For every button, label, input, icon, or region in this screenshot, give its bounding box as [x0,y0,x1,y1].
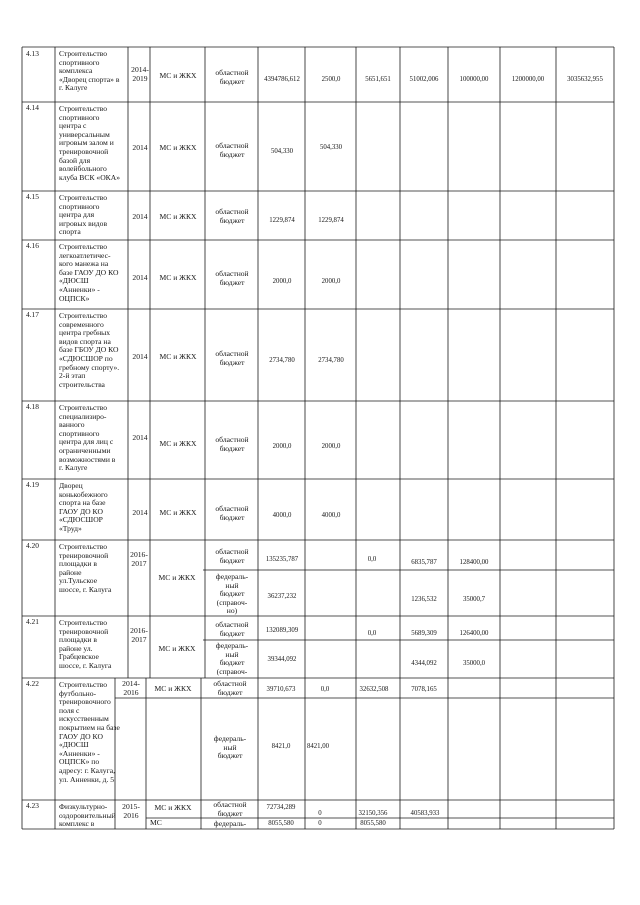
total-value: 2000,0 [272,278,292,285]
row-name: Строительство спортивного центра для игровых видов спорта [59,193,108,237]
row-number: 4.19 [26,480,39,489]
row-number: 4.21 [26,617,39,626]
row-source: областной бюджет [215,269,249,287]
row-period: 2014 [132,352,148,361]
year-2016-value: 1236,532 [411,596,437,603]
row-period: 2016- 2017 [130,550,148,568]
year-2015-value: 32150,356 [358,810,388,817]
total-value: 2734,780 [269,357,295,364]
row-name: Строительство тренировочной площадки в районе ул.Тульское шоссе, г. Калуга [59,542,112,594]
total-value: 4000,0 [272,512,292,519]
row-name: Строительство специализиро- ванного спортивного центра для лиц с ограниченными возможностями в г. Калуге [59,403,116,473]
total-value: 8421,0 [271,743,291,750]
row-number: 4.20 [26,541,39,550]
row-source: областной бюджет [215,620,249,638]
row-number: 4.13 [26,49,39,58]
row-number: 4.17 [26,310,39,319]
year-2017-value: 35000,7 [462,596,486,603]
year-2014-value: 2000,0 [321,443,341,450]
total-value: 2000,0 [272,443,292,450]
row-executor: МС и ЖКХ [159,143,197,152]
row-executor: МС и ЖКХ [159,273,197,282]
row-source: областной бюджет [213,800,247,818]
row-executor: МС и ЖКХ [154,684,192,693]
year-2015-value: 0,0 [367,556,377,563]
row-period: 2014 [132,508,148,517]
row-source: федераль- ный бюджет (справоч- но) [215,572,249,616]
row-source: областной бюджет [215,68,249,86]
year-2015-value: 8055,580 [360,820,386,827]
row-name: Физкультурно- оздоровительный комплекс в [59,802,116,829]
row-name: Строительство легкоатлетичес- кого манежа на базе ГАОУ ДО КО «ДЮСШ «Анненки» - ОЦПСК» [59,242,119,303]
year-2014-value: 2000,0 [321,278,341,285]
row-number: 4.15 [26,192,39,201]
year-2015-value: 0,0 [367,630,377,637]
year-2014-value: 0,0 [320,686,330,693]
row-period: 2014 [132,212,148,221]
year-2018-value: 1200000,00 [511,76,545,83]
row-source: областной бюджет [215,504,249,522]
total-value: 132089,309 [265,627,299,634]
year-2017-value: 35000,0 [462,660,486,667]
row-number: 4.22 [26,679,39,688]
year-2014-value: 2500,0 [321,76,341,83]
row-executor: МС и ЖКХ [154,803,192,812]
row-source: областной бюджет [215,435,249,453]
row-period: 2016- 2017 [130,626,148,644]
row-name: Строительство спортивного центра с универсальным игровым залом и тренировочной базой для волейбольного клуба ВСК «ОКА» [59,104,121,182]
year-2019-value: 3035632,955 [567,76,603,83]
row-executor: МС [150,818,162,827]
row-source: федераль- ный бюджет [213,734,247,761]
row-name: Дворец конькобежного спорта на базе ГАОУ ДО КО «СДЮСШОР «Труд» [59,481,108,533]
total-value: 72734,289 [266,804,296,811]
row-source: областной бюджет [215,547,249,565]
year-2014-value: 0 [318,810,322,817]
row-number: 4.18 [26,402,39,411]
row-period: 2014 [132,273,148,282]
row-source: областной бюджет [213,679,247,697]
year-2014-value: 0 [318,820,322,827]
year-2016-value: 4344,092 [411,660,437,667]
row-executor: МС и ЖКХ [158,573,196,582]
row-source: федераль- ный бюджет (справоч- [215,641,249,676]
total-value: 4394786,612 [264,76,300,83]
year-2016-value: 7078,165 [411,686,437,693]
row-executor: МС и ЖКХ [159,212,197,221]
row-name: Строительство спортивного комплекса «Дворец спорта» в г. Калуге [59,49,120,93]
year-2016-value: 6835,787 [411,559,437,566]
row-number: 4.23 [26,801,39,810]
row-executor: МС и ЖКХ [159,439,197,448]
row-number: 4.16 [26,241,39,250]
row-period: 2014 [132,143,148,152]
row-period: 2014- 2016 [122,679,140,697]
year-2016-value: 40583,933 [410,810,440,817]
row-name: Строительство тренировочной площадки в районе ул. Грабцевское шоссе, г. Калуга [59,618,112,670]
year-2015-value: 5651,651 [365,76,391,83]
total-value: 8055,580 [268,820,294,827]
row-period: 2014- 2019 [131,65,149,83]
row-source: областной бюджет [215,349,249,367]
total-value: 36237,232 [267,593,297,600]
total-value: 39710,673 [266,686,296,693]
total-value: 39344,092 [267,656,297,663]
total-value: 1229,874 [269,217,295,224]
row-executor: МС и ЖКХ [159,352,197,361]
row-name: Строительство современного центра гребных видов спорта на базе ГБОУ ДО КО «СДЮСШОР по гребному спорту». 2-й этап строительства [59,311,120,389]
row-period: 2014 [132,433,148,442]
row-number: 4.14 [26,103,39,112]
row-source: федераль- [213,819,247,828]
year-2016-value: 5689,309 [411,630,437,637]
year-2014-value: 1229,874 [318,217,344,224]
year-2014-value: 8421,00 [306,743,330,750]
year-2014-value: 2734,780 [318,357,344,364]
year-2014-value: 504,330 [319,144,343,151]
year-2016-value: 51002,006 [409,76,439,83]
row-executor: МС и ЖКХ [159,508,197,517]
year-2014-value: 4000,0 [321,512,341,519]
row-source: областной бюджет [215,207,249,225]
row-name: Строительство футбольно- тренировочного поля с искусственным покрытием на базе ГАОУ ДО КО «ДЮСШ «Анненки» - ОЦПСК» по адресу: г. Калуга, ул. Анненки, д. 5 [59,680,120,784]
total-value: 135235,787 [265,556,299,563]
row-executor: МС и ЖКХ [158,644,196,653]
year-2017-value: 100000,00 [459,76,489,83]
year-2017-value: 126400,00 [459,630,489,637]
total-value: 504,330 [270,148,294,155]
row-source: областной бюджет [215,141,249,159]
year-2017-value: 128400,00 [459,559,489,566]
row-period: 2015- 2016 [122,802,140,820]
row-executor: МС и ЖКХ [159,71,197,80]
year-2015-value: 32632,508 [359,686,389,693]
